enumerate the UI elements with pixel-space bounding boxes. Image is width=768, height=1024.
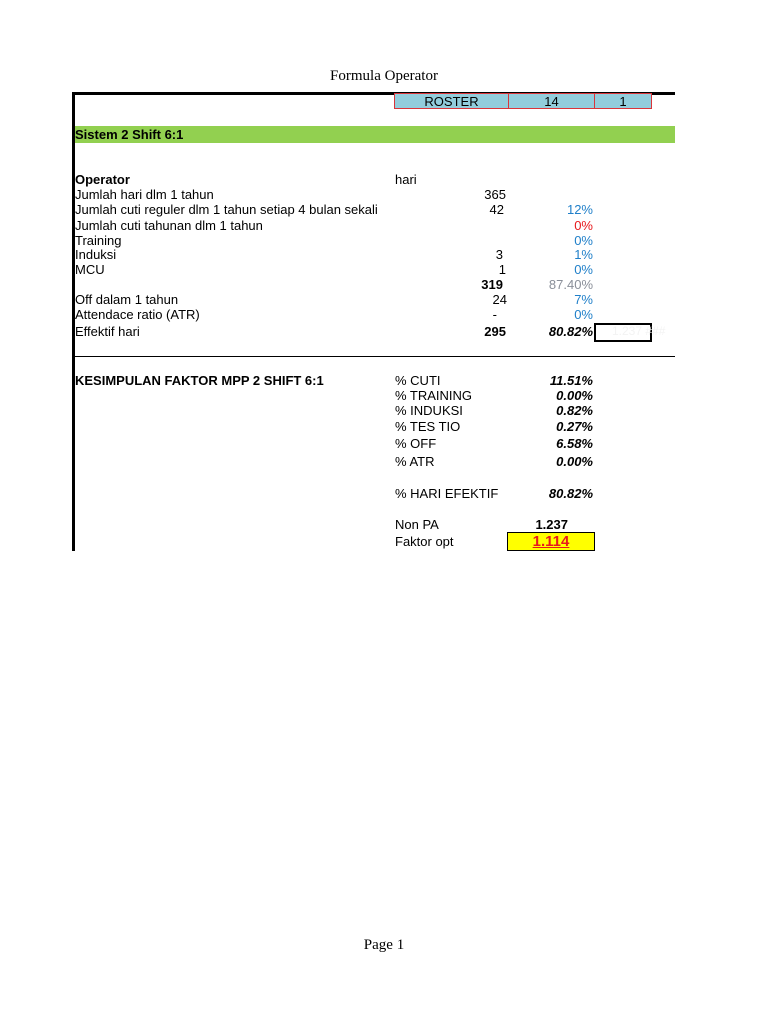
- row-days[interactable]: 365: [484, 187, 506, 202]
- roster-value1-cell[interactable]: [508, 93, 595, 109]
- effektif-pct[interactable]: 80.82%: [548, 324, 593, 339]
- row-days[interactable]: -: [492, 307, 497, 322]
- overflow-value: 1.237 ###: [612, 324, 666, 338]
- subtotal-days[interactable]: 319: [481, 277, 503, 292]
- row-pct[interactable]: 7%: [574, 292, 593, 307]
- row-pct[interactable]: 1%: [574, 247, 593, 262]
- summary-item-value[interactable]: 0.27%: [556, 419, 593, 434]
- row-pct[interactable]: 12%: [566, 202, 593, 217]
- row-label: Effektif hari: [75, 324, 140, 339]
- faktor-cell[interactable]: [507, 532, 595, 551]
- operator-unit: hari: [395, 172, 417, 187]
- row-label: Jumlah cuti reguler dlm 1 tahun setiap 4 bulan sekali: [75, 202, 378, 217]
- row-days[interactable]: 42: [489, 202, 504, 217]
- row-pct[interactable]: 0%: [574, 233, 593, 248]
- summary-item-label: % TES TIO: [395, 419, 461, 434]
- row-label: Jumlah hari dlm 1 tahun: [75, 187, 214, 202]
- summary-item-value[interactable]: 11.51%: [549, 373, 593, 388]
- roster-label: ROSTER: [424, 94, 479, 109]
- row-days[interactable]: 3: [495, 247, 503, 262]
- roster-value2: 1: [619, 94, 627, 109]
- roster-label-cell[interactable]: [394, 93, 509, 109]
- row-days[interactable]: 24: [492, 292, 507, 307]
- summary-heading: KESIMPULAN FAKTOR MPP 2 SHIFT 6:1: [75, 373, 324, 388]
- summary-item-value[interactable]: 6.58%: [556, 436, 593, 451]
- row-label: Induksi: [75, 247, 117, 262]
- summary-item-value[interactable]: 0.82%: [556, 403, 593, 418]
- effektif-days[interactable]: 295: [484, 324, 506, 339]
- page-title: Formula Operator: [330, 68, 438, 84]
- row-pct[interactable]: 0%: [574, 262, 593, 277]
- row-label: Jumlah cuti tahunan dlm 1 tahun: [75, 218, 263, 233]
- summary-item-label: % INDUKSI: [395, 403, 463, 418]
- page-footer: Page 1: [363, 937, 405, 953]
- summary-item-label: % CUTI: [395, 373, 441, 388]
- summary-item-value[interactable]: 0.00%: [556, 454, 593, 469]
- row-pct[interactable]: 0%: [574, 307, 593, 322]
- summary-item-label: % HARI EFEKTIF: [395, 486, 499, 501]
- summary-item-label: % TRAINING: [395, 388, 473, 403]
- section-band: [75, 126, 675, 143]
- subtotal-pct[interactable]: 87.40%: [548, 277, 593, 292]
- non-pa-label: Non PA: [395, 517, 439, 532]
- faktor-label: Faktor opt: [395, 534, 454, 549]
- summary-item-label: % ATR: [395, 454, 435, 469]
- row-label: Off dalam 1 tahun: [75, 292, 179, 307]
- summary-item-value[interactable]: 80.82%: [548, 486, 593, 501]
- roster-value1: 14: [544, 94, 559, 109]
- row-days[interactable]: 1: [498, 262, 506, 277]
- roster-value2-cell[interactable]: [594, 93, 652, 109]
- non-pa-value[interactable]: 1.237: [535, 517, 568, 532]
- faktor-value: 1.114: [532, 533, 570, 550]
- summary-item-value[interactable]: 0.00%: [556, 388, 593, 403]
- row-label: Training: [75, 233, 122, 248]
- section-title: Sistem 2 Shift 6:1: [75, 127, 184, 142]
- row-pct[interactable]: 0%: [574, 218, 593, 233]
- row-label: Attendace ratio (ATR): [75, 307, 200, 322]
- operator-heading: Operator: [75, 172, 130, 187]
- row-label: MCU: [75, 262, 105, 277]
- separator-line: [75, 356, 675, 357]
- summary-item-label: % OFF: [395, 436, 437, 451]
